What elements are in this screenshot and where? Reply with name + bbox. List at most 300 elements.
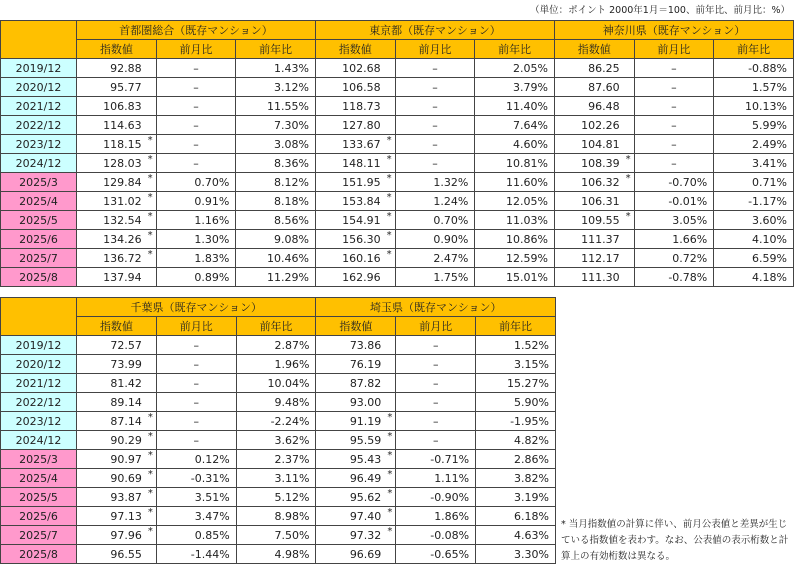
revised-marker: *	[147, 507, 153, 518]
mom-change: –	[156, 59, 236, 78]
revised-marker: *	[147, 450, 153, 461]
mom-change: -0.65%	[396, 545, 476, 564]
index-value: 134.26	[103, 232, 142, 246]
column-header: 前月比	[634, 40, 714, 59]
yoy-change: 5.90%	[476, 393, 556, 412]
mom-change: –	[396, 393, 476, 412]
yoy-change: 12.05%	[475, 192, 555, 211]
index-value: 96.55	[110, 547, 142, 561]
table-row	[1, 545, 556, 564]
mom-change: –	[156, 97, 236, 116]
index-value-cell	[77, 59, 157, 78]
table-row	[1, 507, 556, 526]
index-value-cell	[316, 412, 396, 431]
table-row	[1, 97, 794, 116]
period-label: 2020/12	[1, 355, 77, 374]
table-row	[1, 154, 794, 173]
mom-change: 1.11%	[396, 469, 476, 488]
mom-change: 0.91%	[156, 192, 236, 211]
mom-change: 3.47%	[156, 507, 236, 526]
revised-marker: *	[625, 154, 631, 165]
mom-change: –	[156, 78, 236, 97]
revised-marker: *	[386, 192, 392, 203]
period-label: 2024/12	[1, 154, 77, 173]
mom-change: –	[156, 431, 236, 450]
revised-marker: *	[386, 173, 392, 184]
mom-change: 0.89%	[156, 268, 236, 287]
index-value-cell	[77, 469, 157, 488]
column-header: 指数値	[315, 40, 395, 59]
mom-change: -0.90%	[396, 488, 476, 507]
revised-marker: *	[147, 230, 153, 241]
unit-note: （単位：ポイント 2000年1月＝100、前年比、前月比：%）	[530, 5, 790, 16]
table-row	[1, 412, 556, 431]
revised-marker: *	[147, 135, 153, 146]
index-value-cell	[315, 230, 395, 249]
index-value: 114.63	[103, 118, 142, 132]
index-value-cell	[315, 116, 395, 135]
revised-marker: *	[147, 412, 153, 423]
index-value: 153.84	[342, 194, 381, 208]
index-value: 87.14	[110, 414, 142, 428]
yoy-change: 3.62%	[236, 431, 316, 450]
yoy-change: 0.71%	[714, 173, 794, 192]
period-label: 2019/12	[1, 336, 77, 355]
column-header: 前月比	[156, 317, 236, 336]
index-value: 95.43	[349, 452, 382, 466]
index-value-cell	[554, 268, 634, 287]
yoy-change: 8.56%	[236, 211, 316, 230]
revised-marker: *	[147, 431, 153, 442]
index-value: 72.57	[110, 338, 142, 352]
index-value-cell	[554, 192, 634, 211]
index-value-cell	[77, 97, 157, 116]
period-label: 2020/12	[1, 78, 77, 97]
yoy-change: 4.10%	[714, 230, 794, 249]
index-value-cell	[554, 211, 634, 230]
index-value: 96.49	[349, 471, 382, 485]
period-label: 2025/5	[1, 488, 77, 507]
revised-marker: *	[386, 249, 392, 260]
mom-change: –	[156, 374, 236, 393]
yoy-change: 5.99%	[714, 116, 794, 135]
index-value: 91.19	[349, 414, 382, 428]
period-label: 2025/4	[1, 469, 77, 488]
mom-change: –	[396, 412, 476, 431]
mom-change: 0.85%	[156, 526, 236, 545]
revised-marker: *	[147, 192, 153, 203]
column-header: 前年比	[476, 317, 556, 336]
table-row	[1, 173, 794, 192]
index-value-cell	[316, 450, 396, 469]
index-value: 111.30	[581, 270, 620, 284]
index-value: 87.82	[349, 376, 382, 390]
mom-change: 1.30%	[156, 230, 236, 249]
index-value-cell	[315, 78, 395, 97]
revised-marker: *	[386, 154, 392, 165]
index-value: 89.14	[110, 395, 142, 409]
yoy-change: 2.37%	[236, 450, 316, 469]
mom-change: 1.75%	[395, 268, 475, 287]
mom-change: –	[395, 97, 475, 116]
index-value-cell	[77, 507, 157, 526]
yoy-change: 11.55%	[236, 97, 316, 116]
yoy-change: 4.60%	[475, 135, 555, 154]
revised-marker: *	[387, 431, 393, 442]
period-label: 2022/12	[1, 393, 77, 412]
column-header: 前月比	[395, 40, 475, 59]
index-value: 118.15	[103, 137, 142, 151]
index-value-cell	[316, 431, 396, 450]
mom-change: 1.66%	[634, 230, 714, 249]
mom-change: 1.86%	[396, 507, 476, 526]
yoy-change: 15.01%	[475, 268, 555, 287]
revised-marker: *	[147, 488, 153, 499]
index-value: 97.32	[349, 528, 382, 542]
index-value-cell	[315, 268, 395, 287]
index-value-cell	[554, 173, 634, 192]
column-header: 前年比	[475, 40, 555, 59]
table-row	[1, 78, 794, 97]
mom-change: 3.05%	[634, 211, 714, 230]
mom-change: –	[395, 116, 475, 135]
mom-change: 0.90%	[395, 230, 475, 249]
index-value-cell	[316, 469, 396, 488]
column-header: 前月比	[156, 40, 236, 59]
yoy-change: 3.19%	[476, 488, 556, 507]
mom-change: 2.47%	[395, 249, 475, 268]
revised-marker: *	[386, 230, 392, 241]
yoy-change: 3.79%	[475, 78, 555, 97]
index-value-cell	[77, 116, 157, 135]
index-value-cell	[315, 59, 395, 78]
index-value-cell	[77, 268, 157, 287]
index-value: 102.68	[342, 61, 381, 75]
yoy-change: 5.12%	[236, 488, 316, 507]
mom-change: –	[395, 78, 475, 97]
index-value: 106.58	[342, 80, 381, 94]
mom-change: 1.83%	[156, 249, 236, 268]
revised-marker: *	[387, 507, 393, 518]
index-value: 102.26	[581, 118, 620, 132]
yoy-change: 8.36%	[236, 154, 316, 173]
index-value-cell	[77, 393, 157, 412]
table-row	[1, 488, 556, 507]
yoy-change: 12.59%	[475, 249, 555, 268]
mom-change: -0.31%	[156, 469, 236, 488]
index-value: 148.11	[342, 156, 381, 170]
index-value: 154.91	[342, 213, 381, 227]
mom-change: –	[395, 135, 475, 154]
yoy-change: 3.41%	[714, 154, 794, 173]
footnote: * 当月指数値の計算に伴い、前月公表値と差異が生じている指数値を表わす。なお、公表値の表示桁数と計算上の有効桁数は異なる。	[561, 519, 789, 562]
index-value: 90.29	[110, 433, 142, 447]
index-value: 93.87	[110, 490, 142, 504]
period-label: 2025/8	[1, 268, 77, 287]
mom-change: –	[156, 355, 236, 374]
index-value: 106.83	[103, 99, 142, 113]
yoy-change: 6.18%	[476, 507, 556, 526]
column-header: 指数値	[77, 40, 157, 59]
index-value: 93.00	[349, 395, 382, 409]
revised-marker: *	[147, 173, 153, 184]
index-value: 160.16	[342, 251, 381, 265]
table-row	[1, 135, 794, 154]
period-label: 2025/3	[1, 173, 77, 192]
yoy-change: -1.95%	[476, 412, 556, 431]
table-row	[1, 268, 794, 287]
index-value-cell	[77, 173, 157, 192]
index-value-cell	[77, 154, 157, 173]
index-value-cell	[554, 78, 634, 97]
column-header: 前年比	[714, 40, 794, 59]
yoy-change: 7.50%	[236, 526, 316, 545]
yoy-change: 10.46%	[236, 249, 316, 268]
index-value-cell	[315, 192, 395, 211]
index-value-cell	[316, 488, 396, 507]
table-row	[1, 192, 794, 211]
index-value: 109.55	[581, 213, 620, 227]
yoy-change: 7.30%	[236, 116, 316, 135]
index-value-cell	[315, 154, 395, 173]
mom-change: 0.12%	[156, 450, 236, 469]
index-value-cell	[77, 135, 157, 154]
index-value-cell	[77, 526, 157, 545]
yoy-change: 3.15%	[476, 355, 556, 374]
index-value-cell	[316, 374, 396, 393]
index-value-cell	[77, 230, 157, 249]
revised-marker: *	[147, 249, 153, 260]
period-label: 2025/7	[1, 526, 77, 545]
index-value-cell	[77, 355, 157, 374]
mom-change: –	[156, 154, 236, 173]
index-value-cell	[77, 374, 157, 393]
index-value: 87.60	[588, 80, 620, 94]
index-value-cell	[316, 545, 396, 564]
table-row	[1, 526, 556, 545]
mom-change: –	[156, 412, 236, 431]
revised-marker: *	[147, 211, 153, 222]
table-row	[1, 116, 794, 135]
revised-marker: *	[387, 526, 393, 537]
index-value: 151.95	[342, 175, 381, 189]
index-value: 162.96	[342, 270, 381, 284]
index-value-cell	[315, 211, 395, 230]
period-label: 2025/4	[1, 192, 77, 211]
yoy-change: 1.52%	[476, 336, 556, 355]
period-label: 2023/12	[1, 412, 77, 431]
yoy-change: -1.17%	[714, 192, 794, 211]
yoy-change: 1.96%	[236, 355, 316, 374]
region-header-row	[1, 298, 556, 317]
mom-change: –	[396, 336, 476, 355]
mom-change: -0.70%	[634, 173, 714, 192]
mom-change: –	[396, 431, 476, 450]
revised-marker: *	[387, 469, 393, 480]
mom-change: –	[634, 59, 714, 78]
mom-change: 3.51%	[156, 488, 236, 507]
index-value: 90.97	[110, 452, 142, 466]
table-row	[1, 355, 556, 374]
table-row	[1, 450, 556, 469]
column-header: 指数値	[77, 317, 157, 336]
index-value-cell	[316, 336, 396, 355]
yoy-change: 3.82%	[476, 469, 556, 488]
index-value: 127.80	[342, 118, 381, 132]
yoy-change: 11.29%	[236, 268, 316, 287]
region-header: 首都圏総合（既存マンション）	[77, 21, 316, 40]
column-header: 前年比	[236, 40, 316, 59]
index-value: 104.81	[581, 137, 620, 151]
yoy-change: 15.27%	[476, 374, 556, 393]
index-value-cell	[315, 97, 395, 116]
yoy-change: 2.86%	[476, 450, 556, 469]
revised-marker: *	[625, 173, 631, 184]
index-value: 118.73	[342, 99, 381, 113]
table-row	[1, 393, 556, 412]
period-label: 2021/12	[1, 97, 77, 116]
mom-change: –	[634, 116, 714, 135]
index-value: 81.42	[110, 376, 142, 390]
yoy-change: 2.49%	[714, 135, 794, 154]
mom-change: –	[156, 116, 236, 135]
index-value-cell	[315, 173, 395, 192]
yoy-change: 7.64%	[475, 116, 555, 135]
index-table-1	[0, 20, 794, 287]
index-value-cell	[554, 116, 634, 135]
index-value: 76.19	[349, 357, 382, 371]
index-value: 73.99	[110, 357, 142, 371]
column-header: 指数値	[554, 40, 634, 59]
mom-change: –	[634, 154, 714, 173]
index-value-cell	[554, 154, 634, 173]
yoy-change: 8.12%	[236, 173, 316, 192]
index-value-cell	[315, 135, 395, 154]
index-value: 90.69	[110, 471, 142, 485]
yoy-change: 11.03%	[475, 211, 555, 230]
table-row	[1, 211, 794, 230]
index-table-2	[0, 297, 556, 564]
yoy-change: 8.18%	[236, 192, 316, 211]
mom-change: -0.78%	[634, 268, 714, 287]
region-header: 神奈川県（既存マンション）	[554, 21, 793, 40]
revised-marker: *	[147, 526, 153, 537]
yoy-change: 8.98%	[236, 507, 316, 526]
mom-change: –	[634, 135, 714, 154]
yoy-change: 11.60%	[475, 173, 555, 192]
mom-change: 0.70%	[156, 173, 236, 192]
yoy-change: 4.63%	[476, 526, 556, 545]
mom-change: –	[156, 393, 236, 412]
index-value: 133.67	[342, 137, 381, 151]
period-label: 2025/3	[1, 450, 77, 469]
index-value-cell	[315, 249, 395, 268]
index-value: 111.37	[581, 232, 620, 246]
index-value-cell	[77, 336, 157, 355]
index-value-cell	[554, 59, 634, 78]
yoy-change: 9.48%	[236, 393, 316, 412]
region-header: 埼玉県（既存マンション）	[316, 298, 556, 317]
period-label: 2025/6	[1, 230, 77, 249]
index-value-cell	[77, 192, 157, 211]
index-value: 156.30	[342, 232, 381, 246]
index-value-cell	[316, 355, 396, 374]
mom-change: –	[396, 374, 476, 393]
index-value: 106.31	[581, 194, 620, 208]
yoy-change: 10.13%	[714, 97, 794, 116]
index-value: 97.40	[349, 509, 382, 523]
yoy-change: 3.12%	[236, 78, 316, 97]
index-value-cell	[77, 545, 157, 564]
mom-change: 1.32%	[395, 173, 475, 192]
revised-marker: *	[625, 211, 631, 222]
index-value-cell	[77, 78, 157, 97]
index-value-cell	[77, 450, 157, 469]
index-value: 132.54	[103, 213, 142, 227]
table-row	[1, 469, 556, 488]
period-label: 2025/6	[1, 507, 77, 526]
yoy-change: -0.88%	[714, 59, 794, 78]
yoy-change: 3.60%	[714, 211, 794, 230]
revised-marker: *	[147, 154, 153, 165]
yoy-change: 4.82%	[476, 431, 556, 450]
corner-cell	[1, 298, 77, 336]
index-value-cell	[554, 97, 634, 116]
period-label: 2024/12	[1, 431, 77, 450]
region-header: 東京都（既存マンション）	[315, 21, 554, 40]
column-header: 前年比	[236, 317, 316, 336]
revised-marker: *	[386, 135, 392, 146]
table-row	[1, 336, 556, 355]
index-value-cell	[77, 431, 157, 450]
index-value-cell	[554, 135, 634, 154]
mom-change: -0.08%	[396, 526, 476, 545]
mom-change: 1.24%	[395, 192, 475, 211]
column-header-row	[1, 317, 556, 336]
index-value: 96.48	[588, 99, 620, 113]
mom-change: –	[634, 78, 714, 97]
index-value-cell	[316, 526, 396, 545]
mom-change: –	[156, 135, 236, 154]
yoy-change: 3.11%	[236, 469, 316, 488]
index-value-cell	[77, 249, 157, 268]
yoy-change: 2.05%	[475, 59, 555, 78]
index-value-cell	[316, 507, 396, 526]
index-value: 106.32	[581, 175, 620, 189]
index-value: 95.59	[349, 433, 382, 447]
revised-marker: *	[387, 412, 393, 423]
index-value: 137.94	[103, 270, 142, 284]
index-value: 95.77	[110, 80, 142, 94]
mom-change: 0.70%	[395, 211, 475, 230]
index-value: 108.39	[581, 156, 620, 170]
mom-change: –	[156, 336, 236, 355]
index-value: 73.86	[349, 338, 382, 352]
yoy-change: 10.81%	[475, 154, 555, 173]
yoy-change: 9.08%	[236, 230, 316, 249]
index-value-cell	[554, 249, 634, 268]
index-value: 97.13	[110, 509, 142, 523]
column-header: 前月比	[396, 317, 476, 336]
period-label: 2025/8	[1, 545, 77, 564]
column-header-row	[1, 40, 794, 59]
yoy-change: 1.43%	[236, 59, 316, 78]
index-value: 97.96	[110, 528, 142, 542]
index-value: 136.72	[103, 251, 142, 265]
yoy-change: 3.30%	[476, 545, 556, 564]
period-label: 2021/12	[1, 374, 77, 393]
yoy-change: 2.87%	[236, 336, 316, 355]
